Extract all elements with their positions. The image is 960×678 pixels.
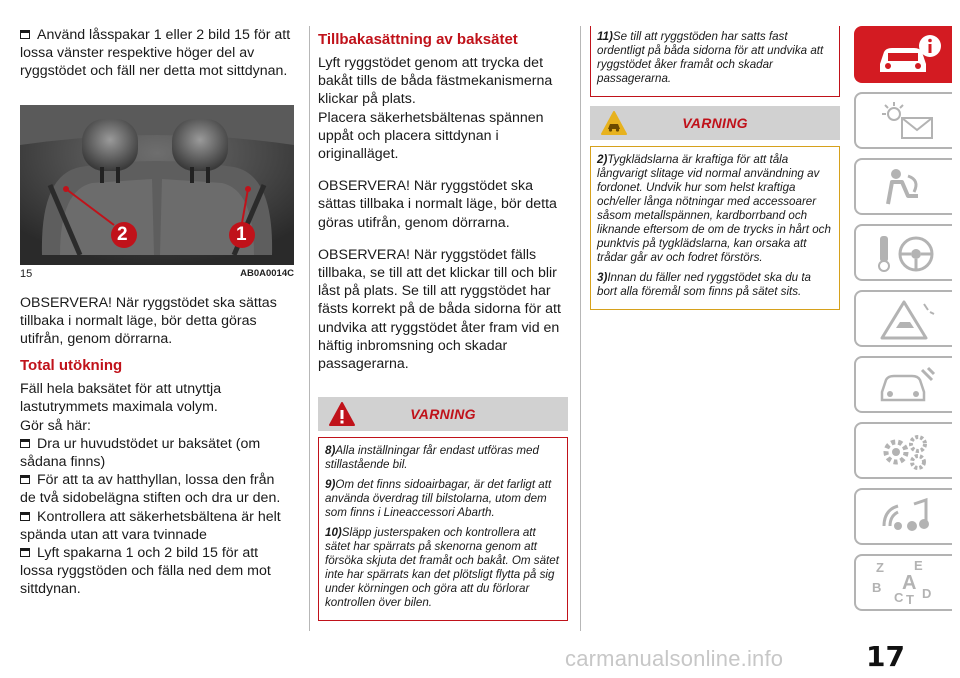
- index-letter: C: [894, 590, 904, 605]
- index-letter: B: [872, 580, 882, 595]
- column-divider: [580, 26, 581, 631]
- tab-starting-driving[interactable]: [854, 224, 952, 281]
- bullet-icon: [20, 512, 30, 521]
- do-label: Gör så här:: [20, 417, 91, 434]
- warning-item: 11)Se till att ryggstöden har satts fast ordentligt på båda sidorna för att undvika att ryggstödet åker framåt och skadar passagerarna.: [597, 30, 824, 85]
- page-number: 17: [866, 640, 905, 673]
- observera-paragraph: OBSERVERA! När ryggstödet ska sättas tillbaka i normalt läge, bör detta göras utifrån, genom dörrarna.: [20, 294, 277, 348]
- warning-band: [590, 106, 840, 140]
- index-letter: A: [902, 572, 917, 594]
- tab-multimedia[interactable]: [854, 488, 952, 545]
- restore-paragraph-4: OBSERVERA! När ryggstödet fälls tillbaka, se till att det klickar till och blir låst på plats. Se till att ryggstödet har fästs korrekt på de båda sidorna för att undvika att ryggstödet åter fram vid en häftig inbromsning och skadar passagerarna.: [318, 246, 561, 373]
- car-info-icon: [874, 34, 944, 78]
- tab-dashboard-lights[interactable]: [854, 92, 952, 149]
- list-item: Kontrollera att säkerhetsbältena är helt spända utan att vara tvinnade: [20, 508, 281, 543]
- index-letter: E: [914, 558, 923, 573]
- tab-safety[interactable]: [854, 158, 952, 215]
- restore-paragraph-1: Lyft ryggstödet genom att trycka det bakåt tills de båda fästmekanismerna klickar på plats.: [318, 55, 553, 108]
- chapter-tabs: [854, 26, 952, 620]
- column-2: [318, 26, 568, 621]
- list-item: För att ta av hatthyllan, lossa den från de två sidobelägna stiften och dra ur den.: [20, 472, 281, 507]
- warning-item: 8)Alla inställningar får endast utföras med stillastående bil.: [325, 444, 539, 472]
- figure-label-2: 2: [117, 223, 128, 245]
- figure-code: AB0A0014C: [240, 267, 294, 279]
- column-divider: [309, 26, 310, 631]
- bullet-icon: [20, 548, 30, 557]
- warning-item: 3)Innan du fäller ned ryggstödet ska du ta bort alla föremål som finns på sätet sits.: [597, 271, 811, 298]
- tab-index[interactable]: [854, 554, 952, 611]
- intro-paragraph: Använd låsspakar 1 eller 2 bild 15 för att lossa vänster respektive höger del av ryggstödet och fäll ner detta mot sittdynan.: [20, 27, 291, 80]
- warning-box: [318, 437, 568, 621]
- watermark: carmanualsonline.info: [565, 646, 784, 671]
- gears-specs-icon: [874, 430, 944, 474]
- warning-item: 10)Släpp justerspaken och kontrollera att sätet har spärrats på skenorna genom att försöka skjuta det framåt och bakåt. Om sätet inte har spärrats kan det plötsligt flytta på sig under körningen och göra att du förlorar kontrollen över bilen.: [325, 526, 559, 610]
- key-steering-icon: [874, 232, 944, 276]
- warning-continuation-box: [590, 26, 840, 97]
- list-item: Lyft spakarna 1 och 2 bild 15 för att lossa ryggstöden och fälla ned dem mot sittdynan.: [20, 545, 271, 598]
- tab-maintenance[interactable]: [854, 356, 952, 413]
- warning-box: [590, 146, 840, 310]
- tab-technical-data[interactable]: [854, 422, 952, 479]
- section-heading-restore: Tillbakasättning av baksätet: [318, 31, 518, 48]
- bullet-icon: [20, 30, 30, 39]
- figure-caption: [20, 268, 294, 280]
- rear-seat-figure: [20, 105, 294, 265]
- tab-emergency[interactable]: [854, 290, 952, 347]
- tab-car-info[interactable]: [854, 26, 952, 83]
- column-3: [590, 26, 840, 310]
- restore-paragraph-3: OBSERVERA! När ryggstödet ska sättas tillbaka i normalt läge, bör detta göras utifrån, genom dörrarna.: [318, 178, 557, 231]
- total-paragraph: Fäll hela baksätet för att utnyttja lastutrymmets maximala volym.: [20, 381, 222, 416]
- dashboard-lights-icon: [874, 100, 944, 144]
- list-item: Dra ur huvudstödet ur baksätet (om sådana finns): [20, 435, 261, 471]
- bullet-icon: [20, 439, 30, 448]
- warning-band: [318, 397, 568, 431]
- restore-paragraph-2: Placera säkerhetsbältenas spännen uppåt och placera sittdynan i originalläget.: [318, 109, 544, 163]
- warning-title: VARNING: [682, 115, 748, 131]
- bullet-icon: [20, 475, 30, 484]
- warning-item: 2)Tygklädslarna är kraftiga för att tåla långvarigt slitage vid normal användning av fordonet. Undvik hur som helst kraftiga och/eller långa nötningar med accessoarer såsom metallspännen, kardborrband och liknande eftersom de om de trycks in hårt och punktvis på tygklädslarna, kan orsaka att trådar går av och fodret förstörs.: [597, 153, 831, 264]
- car-maintenance-icon: [874, 364, 944, 408]
- index-letter: T: [906, 592, 914, 607]
- warning-item: 9)Om det finns sidoairbagar, är det farligt att använda överdrag till bilstolarna, utom dem som finns i Lineaccessori Abarth.: [325, 478, 552, 520]
- multimedia-icon: [874, 496, 944, 540]
- figure-number: 15: [20, 267, 33, 280]
- airbag-safety-icon: [874, 166, 944, 210]
- emergency-triangle-icon: [874, 298, 944, 342]
- column-1: [20, 26, 294, 599]
- figure-label-1: 1: [236, 223, 247, 245]
- index-letter: D: [922, 586, 932, 601]
- warning-title: VARNING: [410, 406, 476, 423]
- index-letter: Z: [876, 560, 884, 575]
- section-heading-total: Total utökning: [20, 357, 123, 375]
